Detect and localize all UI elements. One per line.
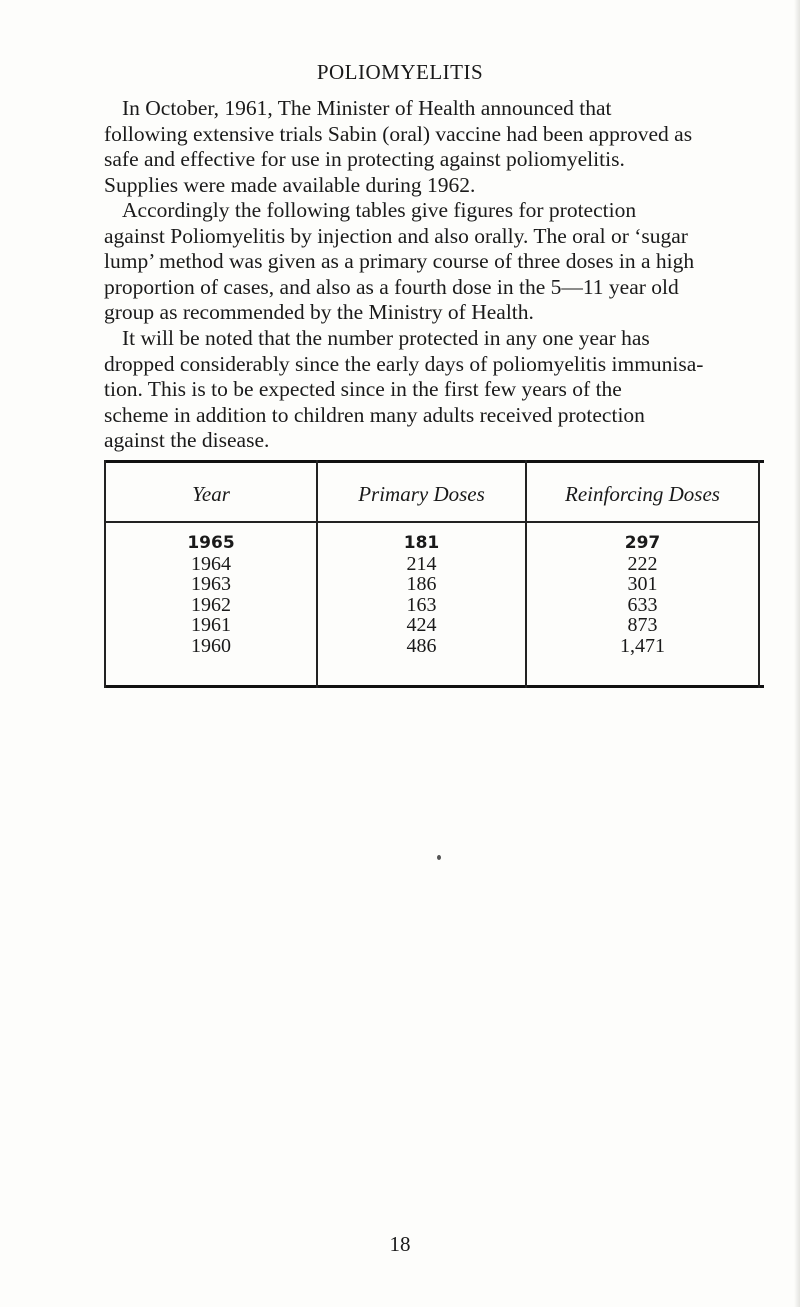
- table-cell: 297: [624, 533, 661, 553]
- table-cell: 181: [403, 533, 440, 553]
- page-number: 18: [389, 1232, 411, 1256]
- paragraph-line: following extensive trials Sabin (oral) vaccine had been approved as: [104, 121, 693, 146]
- table-header-primary-doses: Primary Doses: [358, 482, 485, 506]
- page-title: POLIOMYELITIS: [316, 60, 484, 84]
- table-cell: 1964: [191, 552, 231, 575]
- paragraph-line: dropped considerably since the early days of poliomyelitis immunisa-: [104, 351, 704, 376]
- paragraph-line: Supplies were made available during 1962.: [104, 172, 476, 197]
- paragraph-1: [104, 96, 752, 198]
- paragraph-line: against Poliomyelitis by injection and also orally. The oral or ‘sugar: [104, 223, 688, 248]
- table-bottom-rule: [104, 685, 764, 688]
- table-cell: 1961: [191, 614, 231, 636]
- table-cell: 186: [406, 573, 437, 595]
- table-column-year: [106, 533, 316, 656]
- paragraph-line: Accordingly the following tables give figures for protection: [122, 198, 637, 222]
- paragraph-line: tion. This is to be expected since in the first few years of the: [104, 377, 622, 401]
- table-cell: 1965: [187, 533, 235, 553]
- table-cell: 301: [627, 573, 658, 595]
- table-cell: 1962: [191, 593, 231, 616]
- table-cell: 1960: [191, 634, 231, 657]
- table-cell: 873: [627, 614, 658, 636]
- paragraph-line: proportion of cases, and also as a fourth dose in the 5—11 year old: [104, 274, 679, 299]
- paragraph-2: [104, 198, 752, 326]
- paragraph-line: lump’ method was given as a primary course of three doses in a high: [104, 249, 695, 273]
- table-cell: 214: [406, 552, 437, 575]
- paragraph-line: In October, 1961, The Minister of Health announced that: [122, 96, 612, 120]
- table-header-reinforcing-doses: Reinforcing Doses: [565, 482, 720, 506]
- paragraph-line: safe and effective for use in protecting against poliomyelitis.: [104, 147, 625, 171]
- paragraph-line: group as recommended by the Ministry of Health.: [104, 300, 534, 324]
- table-column-primary-doses: [318, 533, 525, 656]
- table-top-rule: [104, 460, 764, 463]
- table-cell: 486: [406, 634, 437, 657]
- table-cell: 633: [627, 593, 658, 616]
- page-edge-shadow: [794, 0, 800, 1307]
- table-cell: 163: [406, 593, 437, 616]
- table-cell: 1,471: [620, 634, 665, 657]
- table-cell: 424: [406, 614, 437, 636]
- table-cell: 1963: [191, 573, 231, 595]
- paragraph-3: [104, 326, 752, 454]
- paragraph-line: scheme in addition to children many adults received protection: [104, 402, 645, 427]
- table-cell: 222: [627, 552, 658, 575]
- immunisation-table: [104, 460, 764, 688]
- table-border-right: [758, 460, 760, 688]
- table-header-year: Year: [192, 482, 230, 506]
- paragraph-line: It will be noted that the number protected in any one year has: [122, 326, 650, 350]
- ink-speck: [437, 855, 441, 860]
- paragraph-line: against the disease.: [104, 428, 270, 452]
- table-column-reinforcing-doses: [527, 533, 758, 656]
- table-header-rule: [104, 521, 758, 523]
